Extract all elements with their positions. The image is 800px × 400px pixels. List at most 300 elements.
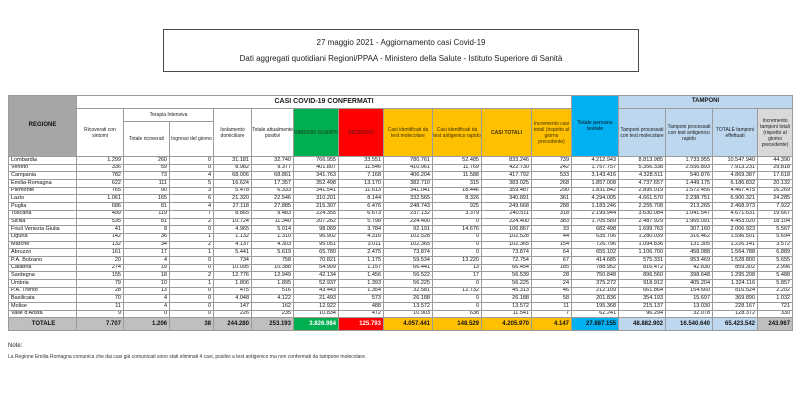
- value-cell: 56.225: [482, 280, 532, 288]
- value-cell: 458.088: [666, 249, 713, 257]
- region-row: [9, 180, 793, 188]
- value-cell: 330: [758, 310, 793, 318]
- value-cell: 1.061: [77, 195, 124, 203]
- group-header-confirmed-cases: CASI COVID-19 CONFERMATI: [77, 96, 572, 109]
- value-cell: 1.106.700: [619, 249, 666, 257]
- value-cell: 765: [77, 187, 124, 195]
- value-cell: 341.541: [294, 187, 339, 195]
- value-cell: 1.032: [758, 295, 793, 303]
- value-cell: 5.619: [252, 249, 294, 257]
- value-cell: 96.902: [294, 233, 339, 241]
- value-cell: 3.011: [339, 241, 384, 249]
- value-cell: 369.890: [713, 295, 758, 303]
- value-cell: 3: [170, 187, 214, 195]
- value-cell: 161: [77, 249, 124, 257]
- col-header-ricoverati: Ricoverati con sintomi: [77, 109, 124, 157]
- value-cell: 382.710: [384, 180, 433, 188]
- value-cell: 102.528: [482, 233, 532, 241]
- value-cell: 52.485: [433, 157, 482, 165]
- value-cell: 573: [339, 295, 384, 303]
- region-name-cell: Umbria: [9, 280, 77, 288]
- value-cell: 132: [77, 241, 124, 249]
- value-cell: 73: [124, 172, 170, 180]
- region-row: [9, 172, 793, 180]
- value-cell: 3.784: [339, 226, 384, 234]
- value-cell: 4.294.005: [572, 195, 619, 203]
- value-cell: 1.354: [339, 287, 384, 295]
- value-cell: 4.467.475: [713, 187, 758, 195]
- value-cell: 3.630.084: [619, 210, 666, 218]
- value-cell: 5.441: [214, 249, 252, 257]
- value-cell: 26.188: [482, 295, 532, 303]
- value-cell: 4: [170, 203, 214, 211]
- value-cell: 4.147: [532, 318, 572, 331]
- value-cell: 788.952: [572, 264, 619, 272]
- value-cell: 2.199.944: [572, 210, 619, 218]
- value-cell: 0: [170, 287, 214, 295]
- value-cell: 1.564.788: [713, 249, 758, 257]
- value-cell: 0: [170, 303, 214, 311]
- col-header-incremento-tamponi: Incremento tamponi totali (rispetto al giorno precedente): [758, 109, 793, 157]
- value-cell: 102.365: [384, 241, 433, 249]
- value-cell: 734: [214, 256, 252, 264]
- value-cell: 59.534: [384, 256, 433, 264]
- region-row: [9, 303, 793, 311]
- value-cell: 2.006.923: [713, 226, 758, 234]
- value-cell: 1.324.116: [713, 280, 758, 288]
- value-cell: 2.202: [758, 287, 793, 295]
- value-cell: 7.707: [77, 318, 124, 331]
- value-cell: 1.175: [339, 256, 384, 264]
- value-cell: 24.285: [758, 195, 793, 203]
- value-cell: 414.685: [572, 256, 619, 264]
- value-cell: 2: [170, 218, 214, 226]
- value-cell: 4: [170, 172, 214, 180]
- region-row: [9, 187, 793, 195]
- value-cell: 17.618: [758, 172, 793, 180]
- value-cell: 66.441: [384, 264, 433, 272]
- value-cell: 0: [170, 226, 214, 234]
- title-box: [163, 29, 639, 72]
- value-cell: 33.551: [339, 157, 384, 165]
- value-cell: 42.134: [294, 272, 339, 280]
- value-cell: 1.528.800: [713, 256, 758, 264]
- region-name-cell: Friuli Venezia Giulia: [9, 226, 77, 234]
- value-cell: 332.565: [384, 195, 433, 203]
- value-cell: 6.476: [339, 203, 384, 211]
- region-row: [9, 256, 793, 264]
- region-name-cell: Toscana: [9, 210, 77, 218]
- value-cell: 185: [532, 264, 572, 272]
- value-cell: 111: [124, 180, 170, 188]
- value-cell: 67: [532, 256, 572, 264]
- value-cell: 540.876: [666, 172, 713, 180]
- value-cell: 1.699.763: [619, 226, 666, 234]
- value-cell: 6.333: [252, 187, 294, 195]
- value-cell: 4: [124, 303, 170, 311]
- value-cell: 782: [77, 172, 124, 180]
- region-name-cell: Calabria: [9, 264, 77, 272]
- value-cell: 1: [170, 280, 214, 288]
- value-cell: 68.861: [252, 172, 294, 180]
- col-header-deceduti: DECEDUTI: [339, 109, 384, 157]
- region-row: [9, 295, 793, 303]
- region-row: [9, 241, 793, 249]
- value-cell: 655.102: [572, 249, 619, 257]
- value-cell: 224.355: [294, 210, 339, 218]
- value-cell: 68.006: [214, 172, 252, 180]
- value-cell: 4.316: [339, 233, 384, 241]
- value-cell: 46: [532, 287, 572, 295]
- value-cell: 682.498: [572, 226, 619, 234]
- col-header-isolamento: Isolamento domiciliare: [214, 109, 252, 157]
- value-cell: 215.307: [294, 203, 339, 211]
- table-body: [9, 157, 793, 331]
- value-cell: 0: [433, 241, 482, 249]
- value-cell: 64: [532, 249, 572, 257]
- value-cell: 833.246: [482, 157, 532, 165]
- value-cell: 7.922: [758, 203, 793, 211]
- value-cell: 2.996: [758, 264, 793, 272]
- value-cell: 106.867: [482, 226, 532, 234]
- col-header-ti-ingressi: Ingressi del giorno: [170, 122, 214, 157]
- value-cell: 27.118: [214, 203, 252, 211]
- value-cell: 352.498: [294, 180, 339, 188]
- value-cell: 20: [77, 256, 124, 264]
- value-cell: 6.889: [758, 249, 793, 257]
- value-cell: 1.132: [214, 233, 252, 241]
- value-cell: 4.328.511: [619, 172, 666, 180]
- col-header-tamponi-totale: TOTALE tamponi effettuati: [713, 109, 758, 157]
- value-cell: 4.303: [252, 241, 294, 249]
- value-cell: 401.807: [294, 164, 339, 172]
- value-cell: 290: [532, 187, 572, 195]
- value-cell: 45.313: [482, 287, 532, 295]
- group-header-terapia-intensiva: Terapia Intensiva: [124, 109, 214, 122]
- value-cell: 499: [77, 210, 124, 218]
- value-cell: 896.560: [619, 272, 666, 280]
- value-cell: 10.388: [252, 264, 294, 272]
- value-cell: 1.041.547: [666, 210, 713, 218]
- value-cell: 142: [77, 233, 124, 241]
- value-cell: 10.834: [294, 310, 339, 318]
- value-cell: 13: [124, 287, 170, 295]
- value-cell: 13: [433, 264, 482, 272]
- value-cell: 5.857: [758, 280, 793, 288]
- value-cell: 1.157: [339, 264, 384, 272]
- value-cell: 383.025: [482, 180, 532, 188]
- value-cell: 72.754: [482, 256, 532, 264]
- value-cell: 27.887.155: [572, 318, 619, 331]
- region-name-cell: P.A. Bolzano: [9, 256, 77, 264]
- value-cell: 240.511: [482, 210, 532, 218]
- value-cell: 1.295.208: [713, 272, 758, 280]
- value-cell: 1.456: [339, 272, 384, 280]
- value-cell: 96.294: [619, 310, 666, 318]
- value-cell: 224.400: [482, 218, 532, 226]
- value-cell: 42.830: [666, 264, 713, 272]
- value-cell: 73.874: [482, 249, 532, 257]
- value-cell: 4.212.943: [572, 157, 619, 165]
- value-cell: 48.882.902: [619, 318, 666, 331]
- covid-table: [8, 95, 793, 331]
- value-cell: 260: [124, 157, 170, 165]
- value-cell: 4.057.441: [384, 318, 433, 331]
- col-header-tamponi-molecolare: Tamponi processati con test molecolare: [619, 109, 666, 157]
- value-cell: 27.885: [252, 203, 294, 211]
- value-cell: 2.556.893: [666, 164, 713, 172]
- value-cell: 195.368: [572, 303, 619, 311]
- value-cell: 1.895: [252, 280, 294, 288]
- value-cell: 31.181: [214, 157, 252, 165]
- value-cell: 9: [77, 310, 124, 318]
- value-cell: 18: [124, 272, 170, 280]
- value-cell: 155: [77, 272, 124, 280]
- value-cell: 10.903: [384, 310, 433, 318]
- value-cell: 19: [124, 264, 170, 272]
- value-cell: 32.740: [252, 157, 294, 165]
- value-cell: 11.340: [252, 218, 294, 226]
- value-cell: 953.469: [666, 256, 713, 264]
- value-cell: 207.262: [294, 218, 339, 226]
- value-cell: 26.188: [384, 295, 433, 303]
- value-cell: 28: [532, 272, 572, 280]
- value-cell: 13.030: [666, 303, 713, 311]
- value-cell: 316.462: [666, 233, 713, 241]
- value-cell: 235: [252, 310, 294, 318]
- value-cell: 422.730: [482, 164, 532, 172]
- col-header-incremento-casi: Incremento casi totali (rispetto al giorno precedente): [532, 109, 572, 157]
- region-row: [9, 203, 793, 211]
- value-cell: 4.869.387: [713, 172, 758, 180]
- value-cell: 622: [77, 180, 124, 188]
- value-cell: 34: [124, 241, 170, 249]
- region-name-cell: Sicilia: [9, 218, 77, 226]
- totale-row: [9, 318, 793, 331]
- value-cell: 18.446: [433, 187, 482, 195]
- value-cell: 70.821: [294, 256, 339, 264]
- value-cell: 102.528: [384, 233, 433, 241]
- region-name-cell: Marche: [9, 241, 77, 249]
- value-cell: 1.733.955: [666, 157, 713, 165]
- region-row: [9, 249, 793, 257]
- value-cell: 1.206: [124, 318, 170, 331]
- region-name-cell: Lazio: [9, 195, 77, 203]
- value-cell: 575.331: [619, 256, 666, 264]
- value-cell: 5.478: [214, 187, 252, 195]
- value-cell: 22.546: [252, 195, 294, 203]
- value-cell: 95.051: [294, 241, 339, 249]
- value-cell: 516: [252, 287, 294, 295]
- value-cell: 0: [433, 295, 482, 303]
- value-cell: 410.961: [384, 164, 433, 172]
- value-cell: 859.302: [713, 264, 758, 272]
- value-cell: 1.572.456: [666, 187, 713, 195]
- value-cell: 4: [124, 256, 170, 264]
- value-cell: 12.949: [252, 272, 294, 280]
- value-cell: 17: [433, 272, 482, 280]
- value-cell: 0: [433, 218, 482, 226]
- value-cell: 1.449.175: [666, 180, 713, 188]
- col-header-casi-totali: CASI TOTALI: [482, 109, 532, 157]
- region-name-cell: Emilia-Romagna: [9, 180, 77, 188]
- region-row: [9, 157, 793, 165]
- value-cell: 228.167: [713, 303, 758, 311]
- value-cell: 925: [433, 203, 482, 211]
- value-cell: 5.798: [339, 218, 384, 226]
- value-cell: 1: [170, 233, 214, 241]
- value-cell: 2.895.019: [619, 187, 666, 195]
- value-cell: 19.667: [758, 210, 793, 218]
- value-cell: 9.483: [252, 210, 294, 218]
- region-row: [9, 264, 793, 272]
- value-cell: 17.357: [252, 180, 294, 188]
- value-cell: 8.813.985: [619, 157, 666, 165]
- value-cell: 154: [532, 241, 572, 249]
- region-name-cell: Valle d'Aosta: [9, 310, 77, 318]
- report-subtitle: Dati aggregati quotidiani Regioni/PPAA - Ministero della Salute - Istituto Superiore di Sanità: [239, 54, 563, 64]
- value-cell: 8: [124, 226, 170, 234]
- value-cell: 32.581: [384, 287, 433, 295]
- value-cell: 2.255.708: [619, 203, 666, 211]
- region-row: [9, 226, 793, 234]
- value-cell: 6.900.321: [713, 195, 758, 203]
- value-cell: 224.400: [384, 218, 433, 226]
- value-cell: 102.365: [482, 241, 532, 249]
- value-cell: 58: [532, 295, 572, 303]
- value-cell: 0: [124, 310, 170, 318]
- value-cell: 44: [532, 233, 572, 241]
- value-cell: 7: [532, 310, 572, 318]
- value-cell: 0: [433, 303, 482, 311]
- value-cell: 13.220: [433, 256, 482, 264]
- value-cell: 2: [170, 241, 214, 249]
- value-cell: 406.204: [384, 172, 433, 180]
- value-cell: 38: [170, 318, 214, 331]
- value-cell: 488: [339, 303, 384, 311]
- region-name-cell: Puglia: [9, 203, 77, 211]
- value-cell: 341.041: [384, 187, 433, 195]
- value-cell: 21.493: [294, 295, 339, 303]
- value-cell: 739: [532, 157, 572, 165]
- note-text: La Regione Emilia Romagna comunica che dai casi già comunicati sono stati eliminati 4 casi, positivi a test antigenico ma non confermati da tampone molecolare.: [8, 354, 367, 360]
- value-cell: 4.965: [214, 226, 252, 234]
- value-cell: 244.280: [214, 318, 252, 331]
- value-cell: 8.144: [339, 195, 384, 203]
- value-cell: 249.668: [482, 203, 532, 211]
- value-cell: 686: [77, 203, 124, 211]
- value-cell: 62.241: [572, 310, 619, 318]
- value-cell: 7.913.231: [713, 164, 758, 172]
- value-cell: 336: [77, 164, 124, 172]
- value-cell: 52.937: [294, 280, 339, 288]
- value-cell: 721: [758, 303, 793, 311]
- value-cell: 20.132: [758, 180, 793, 188]
- value-cell: 5: [170, 180, 214, 188]
- value-cell: 0: [170, 264, 214, 272]
- value-cell: 119: [124, 210, 170, 218]
- value-cell: 0: [433, 280, 482, 288]
- value-cell: 54.909: [294, 264, 339, 272]
- col-header-regione: REGIONE: [9, 96, 77, 157]
- value-cell: 11.588: [433, 172, 482, 180]
- value-cell: 5.356.338: [619, 164, 666, 172]
- value-cell: 15.697: [666, 295, 713, 303]
- value-cell: 780.761: [384, 157, 433, 165]
- region-row: [9, 195, 793, 203]
- value-cell: 1.965.091: [666, 218, 713, 226]
- value-cell: 340.891: [482, 195, 532, 203]
- value-cell: 2.475: [339, 249, 384, 257]
- region-name-cell: Veneto: [9, 164, 77, 172]
- value-cell: 816.472: [619, 264, 666, 272]
- value-cell: 3.826.984: [294, 318, 339, 331]
- region-row: [9, 272, 793, 280]
- value-cell: 1.831.842: [572, 187, 619, 195]
- value-cell: 90: [124, 187, 170, 195]
- value-cell: 237.132: [384, 210, 433, 218]
- value-cell: 288: [532, 203, 572, 211]
- value-cell: 13.170: [339, 180, 384, 188]
- value-cell: 1.757.757: [572, 164, 619, 172]
- value-cell: 383: [532, 218, 572, 226]
- col-header-casi-antigenico: Casi identificati da test antigenico rapido: [433, 109, 482, 157]
- value-cell: 70: [77, 295, 124, 303]
- region-name-cell: Abruzzo: [9, 249, 77, 257]
- value-cell: 475: [214, 287, 252, 295]
- region-row: [9, 218, 793, 226]
- value-cell: 1.596.501: [713, 233, 758, 241]
- value-cell: 6: [170, 195, 214, 203]
- value-cell: 3.379: [433, 210, 482, 218]
- value-cell: 32.078: [666, 310, 713, 318]
- value-cell: 16.269: [758, 187, 793, 195]
- value-cell: 8.326: [433, 195, 482, 203]
- value-cell: 41: [77, 226, 124, 234]
- value-cell: 635.706: [572, 233, 619, 241]
- value-cell: 6.673: [339, 210, 384, 218]
- value-cell: 2.238.751: [666, 195, 713, 203]
- col-header-guariti: DIMESSI/ GUARITI: [294, 109, 339, 157]
- value-cell: 4.137: [214, 241, 252, 249]
- value-cell: 98.069: [294, 226, 339, 234]
- value-cell: 28: [77, 287, 124, 295]
- value-cell: 533: [532, 172, 572, 180]
- value-cell: 307.160: [666, 226, 713, 234]
- value-cell: 0: [170, 310, 214, 318]
- col-header-persone-testate: Totale persone testate: [572, 96, 619, 157]
- value-cell: 11: [532, 303, 572, 311]
- value-cell: 1.705.589: [572, 218, 619, 226]
- region-name-cell: Piemonte: [9, 187, 77, 195]
- value-cell: 1.857.008: [572, 180, 619, 188]
- value-cell: 535: [77, 218, 124, 226]
- value-cell: 65.780: [294, 249, 339, 257]
- value-cell: 248.743: [384, 203, 433, 211]
- value-cell: 2: [170, 272, 214, 280]
- value-cell: 4: [124, 295, 170, 303]
- value-cell: 315: [433, 180, 482, 188]
- region-row: [9, 164, 793, 172]
- value-cell: 0: [170, 295, 214, 303]
- value-cell: 1.226.141: [713, 241, 758, 249]
- report-title: 27 maggio 2021 - Aggiornamento casi Covid-19: [316, 37, 486, 47]
- value-cell: 59: [124, 164, 170, 172]
- value-cell: 10.724: [214, 218, 252, 226]
- value-cell: 66.454: [482, 264, 532, 272]
- value-cell: 29.818: [758, 164, 793, 172]
- region-row: [9, 280, 793, 288]
